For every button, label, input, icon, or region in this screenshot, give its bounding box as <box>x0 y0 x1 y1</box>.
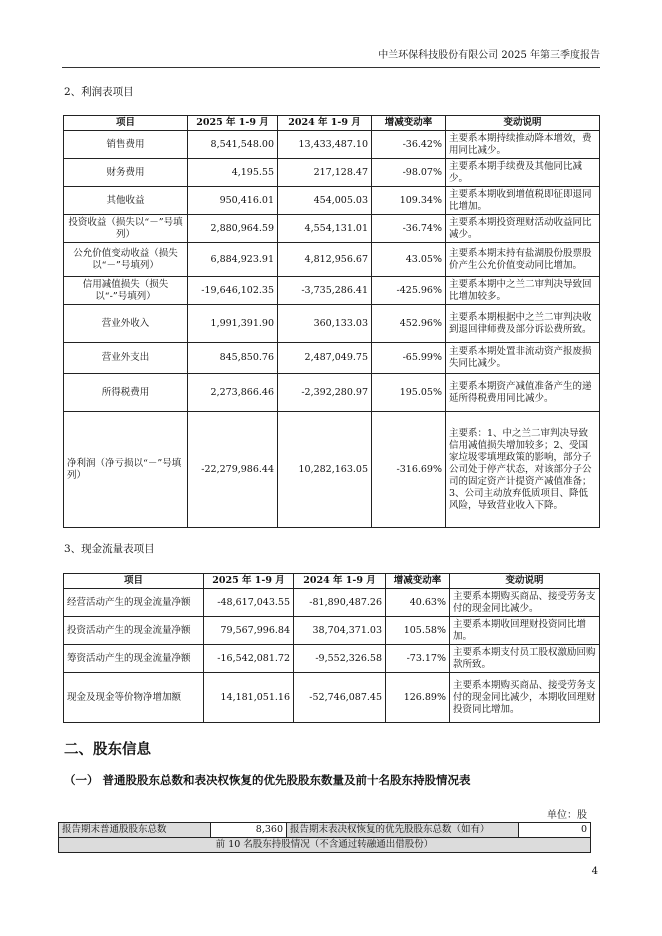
note-cell: 主要系本期持续推动降本增效，费用同比减少。 <box>446 131 600 159</box>
item-cell: 所得税费用 <box>64 374 188 412</box>
item-cell: 财务费用 <box>64 159 188 187</box>
table-row <box>64 617 600 645</box>
item-cell: 经营活动产生的现金流量净额 <box>64 589 204 617</box>
rate-cell: -98.07% <box>372 159 446 187</box>
value-cell: -3,735,286.41 <box>278 277 372 305</box>
note-cell: 主要系本期资产减值准备产生的递延所得税费用同比减少。 <box>446 374 600 412</box>
col-header: 增减变动率 <box>386 574 450 589</box>
note-cell: 主要系本期中之兰二审判决导致回比增加较多。 <box>446 277 600 305</box>
value-cell: 38,704,371.03 <box>294 617 386 645</box>
value-cell: 1,991,391.90 <box>188 305 278 343</box>
value-cell: 4,195.55 <box>188 159 278 187</box>
profit-table <box>63 115 600 528</box>
note-cell: 主要系本期购买商品、接受劳务支付的现金同比减少。 <box>450 589 600 617</box>
col-header: 变动说明 <box>450 574 600 589</box>
unit-label: 单位：股 <box>547 810 587 821</box>
note-cell: 主要系本期手续费及其他同比减少。 <box>446 159 600 187</box>
rate-cell: -65.99% <box>372 343 446 374</box>
rate-cell: -316.69% <box>372 412 446 528</box>
note-cell: 主要系本期收回理财投资同比增加。 <box>450 617 600 645</box>
note-cell: 主要系本期支付员工股权激励回购款所致。 <box>450 645 600 673</box>
value-cell: 8,541,548.00 <box>188 131 278 159</box>
rate-cell: -36.42% <box>372 131 446 159</box>
item-cell: 净利润（净亏损以“－”号填列） <box>64 412 188 528</box>
table-row <box>64 187 600 215</box>
rate-cell: -425.96% <box>372 277 446 305</box>
value-cell: -48,617,043.55 <box>204 589 294 617</box>
col-header: 变动说明 <box>446 116 600 131</box>
cash-section-title: 3、现金流量表项目 <box>64 543 155 555</box>
rate-cell: 452.96% <box>372 305 446 343</box>
item-cell: 营业外支出 <box>64 343 188 374</box>
note-cell: 主要系本期末持有盐湖股份股票股价产生公允价值变动同比增加。 <box>446 243 600 277</box>
table-row <box>64 343 600 374</box>
table-row <box>64 589 600 617</box>
value-cell: -9,552,326.58 <box>294 645 386 673</box>
table-row <box>59 823 591 838</box>
value-cell: -52,746,087.45 <box>294 673 386 723</box>
value-cell: 2,273,866.46 <box>188 374 278 412</box>
col-header: 2025 年 1-9 月 <box>204 574 294 589</box>
total-holders-value: 8,360 <box>211 823 287 838</box>
col-header: 2025 年 1-9 月 <box>188 116 278 131</box>
rate-cell: 126.89% <box>386 673 450 723</box>
note-cell: 主要系本期购买商品、接受劳务支付的现金同比减少，本期收回理财投资同比增加。 <box>450 673 600 723</box>
col-header: 2024 年 1-9 月 <box>278 116 372 131</box>
table-row <box>64 673 600 723</box>
value-cell: 2,487,049.75 <box>278 343 372 374</box>
note-cell: 主要系：1、中之兰二审判决导致信用减值损失增加较多；2、受国家垃圾零填埋政策的影响，部分子公司处于停产状态，对该部分子公司的固定资产计提资产减值准备；3、公司主动放弃低质项目、降低风险，导致营业收入下降。 <box>446 412 600 528</box>
value-cell: 845,850.76 <box>188 343 278 374</box>
table-row <box>64 645 600 673</box>
pref-holders-label: 报告期末表决权恢复的优先股股东总数（如有） <box>287 823 519 838</box>
item-cell: 其他收益 <box>64 187 188 215</box>
note-cell: 主要系本期收到增值税即征即退同比增加。 <box>446 187 600 215</box>
rate-cell: 43.05% <box>372 243 446 277</box>
total-holders-label: 报告期末普通股股东总数 <box>59 823 211 838</box>
value-cell: 2,880,964.59 <box>188 215 278 243</box>
profit-section-title: 2、利润表项目 <box>64 86 134 98</box>
note-cell: 主要系本期处置非流动资产报废损失同比减少。 <box>446 343 600 374</box>
value-cell: -2,392,280.97 <box>278 374 372 412</box>
item-cell: 筹资活动产生的现金流量净额 <box>64 645 204 673</box>
item-cell: 营业外收入 <box>64 305 188 343</box>
table-row <box>59 838 591 853</box>
table-row <box>64 159 600 187</box>
rate-cell: 195.05% <box>372 374 446 412</box>
col-header: 项目 <box>64 574 204 589</box>
item-cell: 信用减值损失（损失以“-”号填列） <box>64 277 188 305</box>
top10-label: 前 10 名股东持股情况（不含通过转融通出借股份） <box>59 838 591 853</box>
value-cell: 360,133.03 <box>278 305 372 343</box>
value-cell: 6,884,923.91 <box>188 243 278 277</box>
value-cell: 454,005.03 <box>278 187 372 215</box>
col-header: 2024 年 1-9 月 <box>294 574 386 589</box>
page-number: 4 <box>591 866 598 877</box>
item-cell: 投资收益（损失以“－”号填列） <box>64 215 188 243</box>
page-header: 中兰环保科技股份有限公司 2025 年第三季度报告 <box>62 46 600 68</box>
shareholder-subheading: （一） 普通股股东总数和表决权恢复的优先股股东数量及前十名股东持股情况表 <box>64 773 471 787</box>
col-header: 增减变动率 <box>372 116 446 131</box>
rate-cell: -36.74% <box>372 215 446 243</box>
item-cell: 销售费用 <box>64 131 188 159</box>
value-cell: 4,812,956.67 <box>278 243 372 277</box>
shareholder-heading: 二、股东信息 <box>64 742 151 758</box>
value-cell: -81,890,487.26 <box>294 589 386 617</box>
table-row <box>64 374 600 412</box>
rate-cell: 109.34% <box>372 187 446 215</box>
value-cell: -22,279,986.44 <box>188 412 278 528</box>
table-row <box>64 131 600 159</box>
cashflow-table <box>63 573 600 723</box>
pref-holders-value: 0 <box>519 823 591 838</box>
col-header: 项目 <box>64 116 188 131</box>
rate-cell: 40.63% <box>386 589 450 617</box>
value-cell: 950,416.01 <box>188 187 278 215</box>
value-cell: 217,128.47 <box>278 159 372 187</box>
value-cell: 14,181,051.16 <box>204 673 294 723</box>
rate-cell: 105.58% <box>386 617 450 645</box>
value-cell: 79,567,996.84 <box>204 617 294 645</box>
item-cell: 现金及现金等价物净增加额 <box>64 673 204 723</box>
item-cell: 投资活动产生的现金流量净额 <box>64 617 204 645</box>
note-cell: 主要系本期投资理财活动收益同比减少。 <box>446 215 600 243</box>
table-row <box>64 277 600 305</box>
value-cell: -16,542,081.72 <box>204 645 294 673</box>
value-cell: -19,646,102.35 <box>188 277 278 305</box>
value-cell: 4,554,131.01 <box>278 215 372 243</box>
table-row <box>64 305 600 343</box>
table-row <box>64 412 600 528</box>
value-cell: 10,282,163.05 <box>278 412 372 528</box>
note-cell: 主要系本期根据中之兰二审判决收到退回律师费及部分诉讼费所致。 <box>446 305 600 343</box>
value-cell: 13,433,487.10 <box>278 131 372 159</box>
table-row <box>64 215 600 243</box>
shareholder-table <box>58 822 591 853</box>
table-row <box>64 243 600 277</box>
rate-cell: -73.17% <box>386 645 450 673</box>
item-cell: 公允价值变动收益（损失以“－”号填列） <box>64 243 188 277</box>
